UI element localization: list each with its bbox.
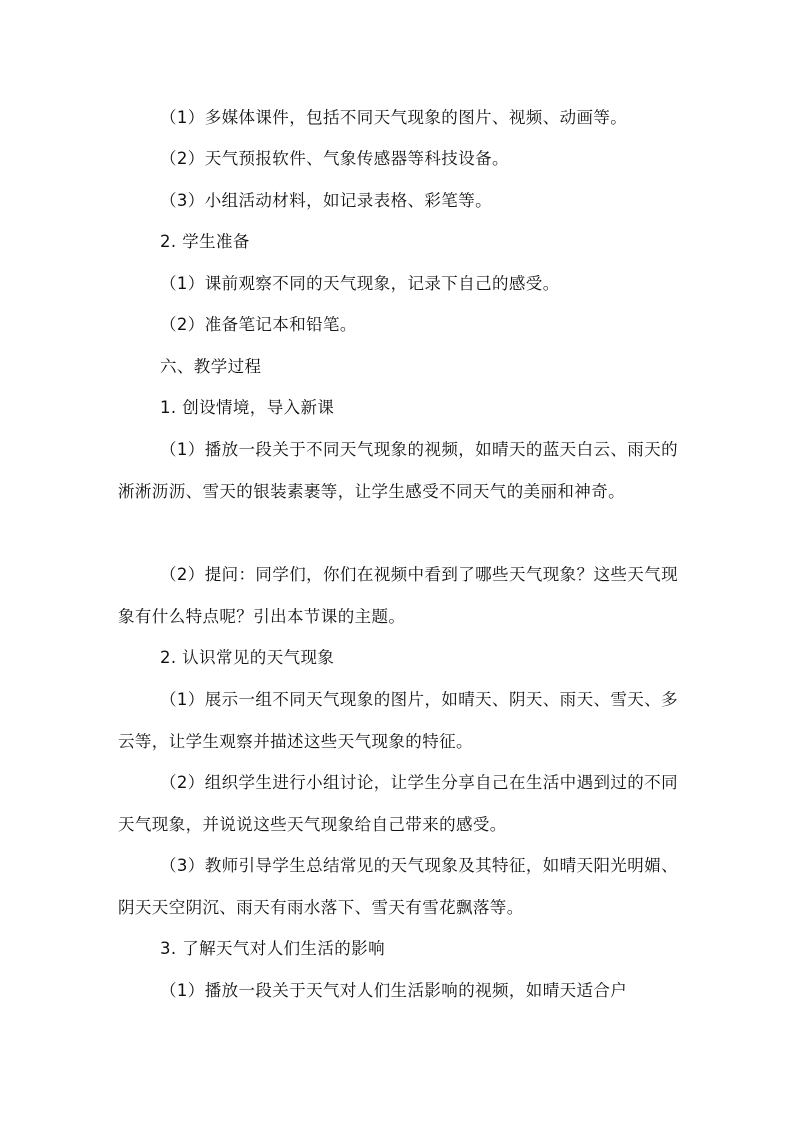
- heading-step-2: 2. 认识常见的天气现象: [160, 648, 335, 667]
- paragraph-step-2-3: （3）教师引导学生总结常见的天气现象及其特征，如晴天阳光明媚、阴天天空阴沉、雨天有雨水落下、雪天有雪花飘落等。: [118, 856, 678, 917]
- paragraph-step-3-1: （1）播放一段关于天气对人们生活影响的视频，如晴天适合户: [160, 981, 628, 1000]
- paragraph-materials-3: （3）小组活动材料，如记录表格、彩笔等。: [160, 191, 492, 210]
- paragraph-materials-1: （1）多媒体课件，包括不同天气现象的图片、视频、动画等。: [160, 108, 628, 127]
- paragraph-step-2-2: （2）组织学生进行小组讨论，让学生分享自己在生活中遇到过的不同天气现象，并说说这些天气现象给自己带来的感受。: [118, 773, 678, 834]
- paragraph-step-1-2: （2）提问：同学们，你们在视频中看到了哪些天气现象？这些天气现象有什么特点呢？引出本节课的主题。: [118, 565, 678, 626]
- heading-student-prep: 2. 学生准备: [160, 232, 250, 251]
- heading-step-1: 1. 创设情境，导入新课: [160, 398, 335, 417]
- paragraph-student-prep-2: （2）准备笔记本和铅笔。: [160, 315, 357, 334]
- heading-step-3: 3. 了解天气对人们生活的影响: [160, 939, 385, 958]
- paragraph-materials-2: （2）天气预报软件、气象传感器等科技设备。: [160, 149, 509, 168]
- heading-teaching-process: 六、教学过程: [160, 357, 262, 376]
- paragraph-step-2-1: （1）展示一组不同天气现象的图片，如晴天、阴天、雨天、雪天、多云等，让学生观察并描述这些天气现象的特征。: [118, 690, 678, 751]
- paragraph-step-1-1: （1）播放一段关于不同天气现象的视频，如晴天的蓝天白云、雨天的淅淅沥沥、雪天的银装素裹等，让学生感受不同天气的美丽和神奇。: [118, 440, 678, 501]
- paragraph-student-prep-1: （1）课前观察不同的天气现象，记录下自己的感受。: [160, 274, 560, 293]
